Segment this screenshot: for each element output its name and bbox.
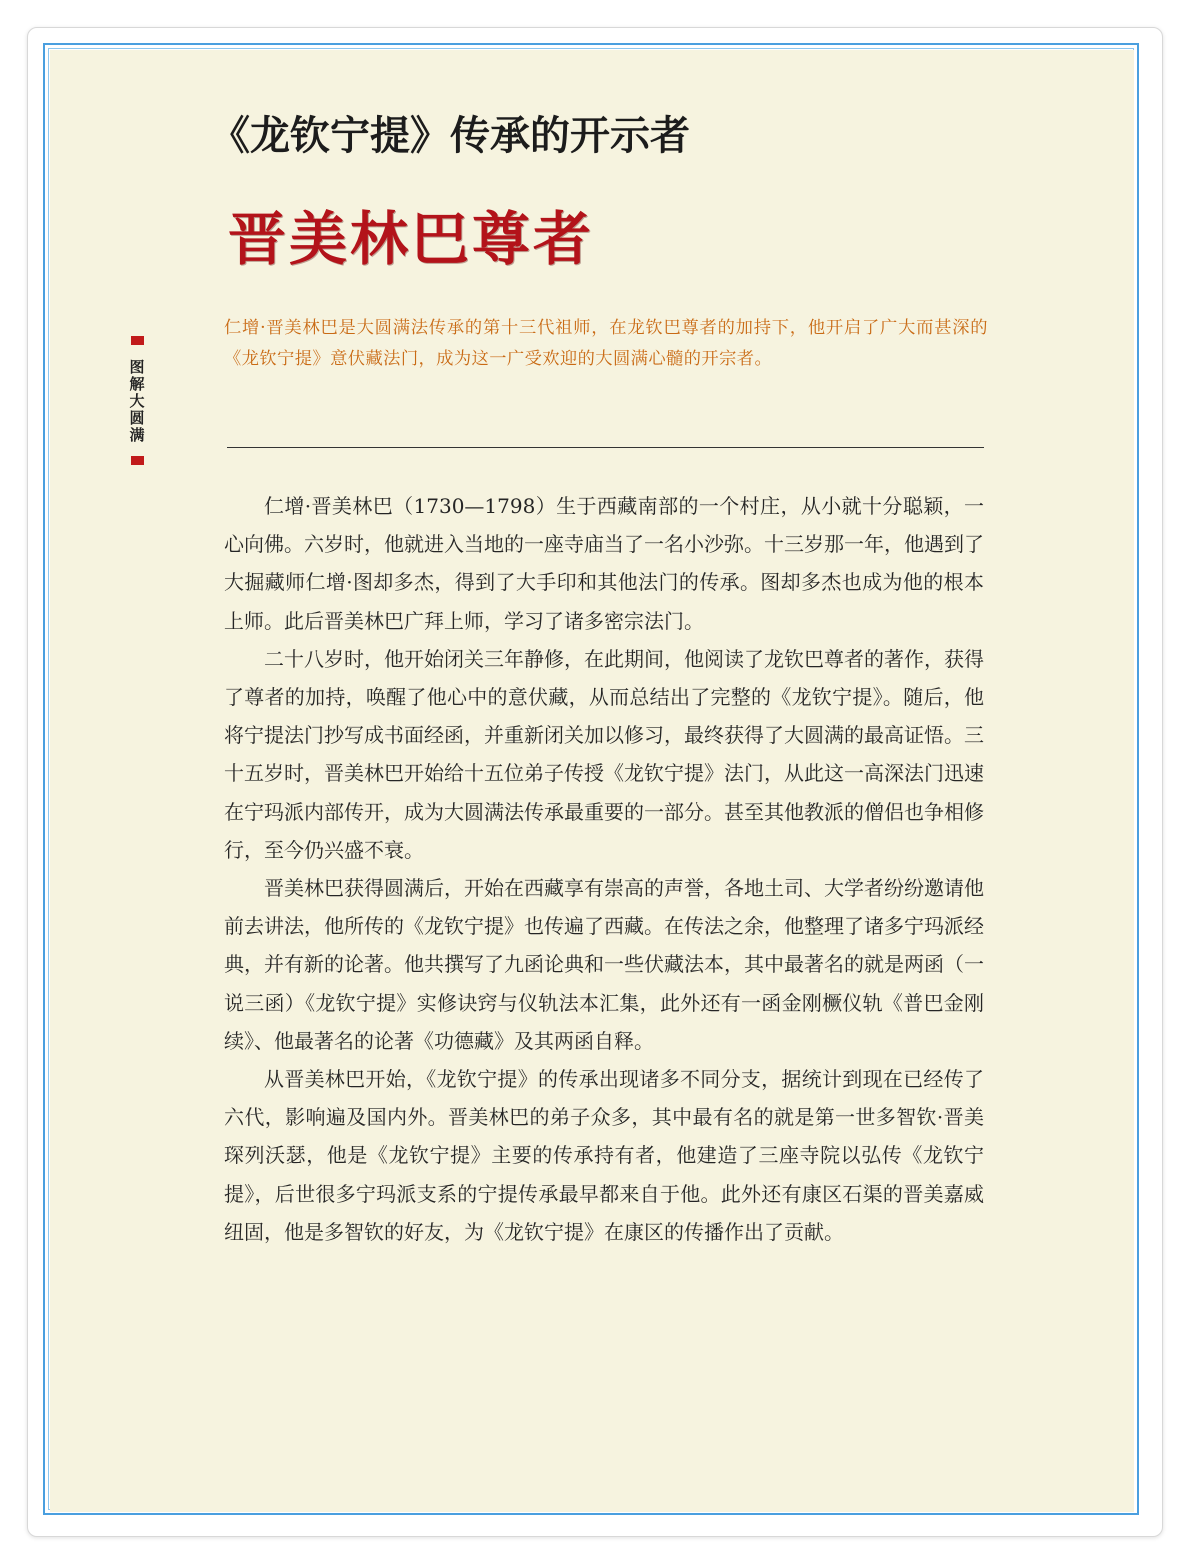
body-paragraph: 二十八岁时，他开始闭关三年静修，在此期间，他阅读了龙钦巴尊者的著作，获得了尊者的加持，唤醒了他心中的意伏藏，从而总结出了完整的《龙钦宁提》。随后，他将宁提法门抄写成书面经函，并重新闭关加以修习，最终获得了大圆满的最高证悟。三十五岁时，晋美林巴开始给十五位弟子传授《龙钦宁提》法门，从此这一高深法门迅速在宁玛派内部传开，成为大圆满法传承最重要的一部分。甚至其他教派的僧侣也争相修行，至今仍兴盛不衰。 <box>224 646 984 862</box>
book-page <box>50 50 1134 1512</box>
side-tab-label: 图解大圆满 <box>127 359 146 444</box>
article-body <box>224 487 984 1251</box>
section-title: 《龙钦宁提》传承的开示者 <box>210 113 690 159</box>
article-title: 晋美林巴尊者 <box>228 205 595 273</box>
divider-line <box>227 447 984 448</box>
side-tab <box>126 336 148 465</box>
body-paragraph: 从晋美林巴开始，《龙钦宁提》的传承出现诸多不同分支，据统计到现在已经传了六代，影响遍及国内外。晋美林巴的弟子众多，其中最有名的就是第一世多智钦·晋美琛列沃瑟，他是《龙钦宁提》主要的传承持有者，他建造了三座寺院以弘传《龙钦宁提》，后世很多宁玛派支系的宁提传承最早都来自于他。此外还有康区石渠的晋美嘉威纽固，他是多智钦的好友，为《龙钦宁提》在康区的传播作出了贡献。 <box>224 1067 984 1244</box>
side-tab-marker-top <box>131 336 144 345</box>
body-paragraph: 仁增·晋美林巴（1730—1798）生于西藏南部的一个村庄，从小就十分聪颖，一心向佛。六岁时，他就进入当地的一座寺庙当了一名小沙弥。十三岁那一年，他遇到了大掘藏师仁增·图却多杰，得到了大手印和其他法门的传承。图却多杰也成为他的根本上师。此后晋美林巴广拜上师，学习了诸多密宗法门。 <box>224 494 984 633</box>
side-tab-marker-bottom <box>131 456 144 465</box>
article-intro: 仁增·晋美林巴是大圆满法传承的第十三代祖师，在龙钦巴尊者的加持下，他开启了广大而甚深的《龙钦宁提》意伏藏法门，成为这一广受欢迎的大圆满心髓的开宗者。 <box>224 318 988 369</box>
body-paragraph: 晋美林巴获得圆满后，开始在西藏享有崇高的声誉，各地土司、大学者纷纷邀请他前去讲法，他所传的《龙钦宁提》也传遍了西藏。在传法之余，他整理了诸多宁玛派经典，并有新的论著。他共撰写了九函论典和一些伏藏法本，其中最著名的就是两函（一说三函）《龙钦宁提》实修诀窍与仪轨法本汇集，此外还有一函金刚橛仪轨《普巴金刚续》、他最著名的论著《功德藏》及其两函自释。 <box>224 876 984 1053</box>
